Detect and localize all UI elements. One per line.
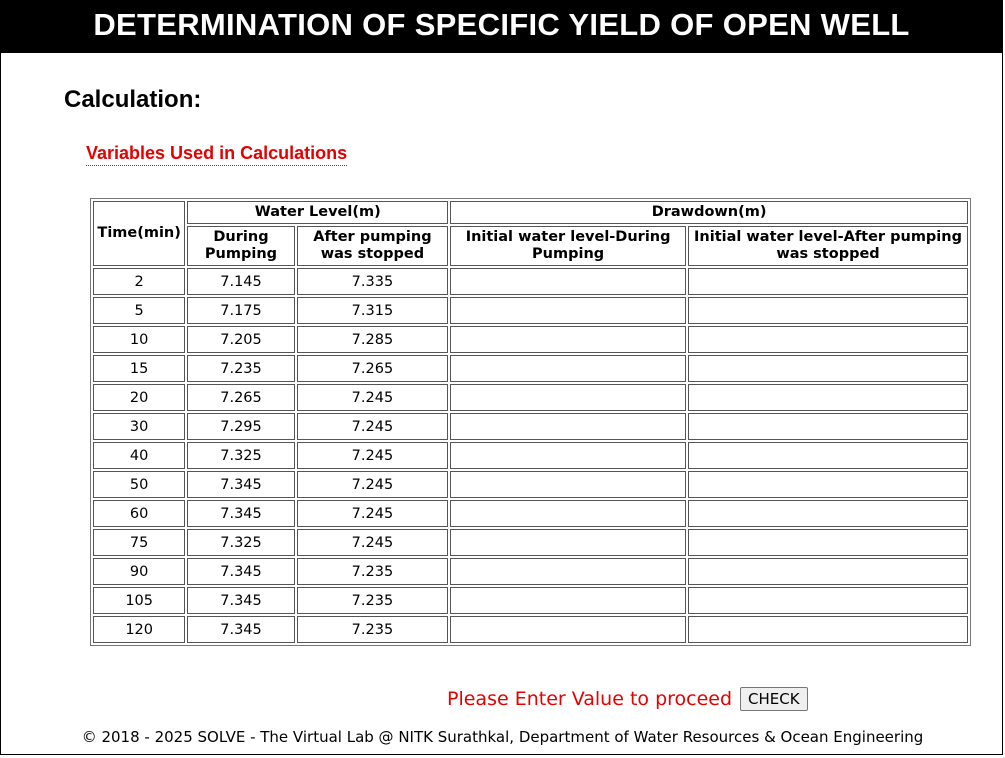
drawdown-after-input[interactable] [688,355,968,382]
during-pumping-header: During Pumping [187,226,294,266]
during-pumping-cell: 7.325 [187,529,294,556]
after-pumping-cell: 7.235 [297,558,449,585]
drawdown-during-input[interactable] [450,355,686,382]
during-pumping-cell: 7.345 [187,500,294,527]
table-row [93,384,968,411]
drawdown-after-input[interactable] [688,268,968,295]
during-pumping-cell: 7.345 [187,558,294,585]
after-pumping-cell: 7.245 [297,413,449,440]
drawdown-after-input[interactable] [688,558,968,585]
drawdown-after-input[interactable] [688,326,968,353]
time-cell: 10 [93,326,185,353]
drawdown-during-input[interactable] [450,558,686,585]
during-pumping-cell: 7.295 [187,413,294,440]
after-pumping-cell: 7.245 [297,471,449,498]
after-pumping-header: After pumping was stopped [297,226,449,266]
after-pumping-cell: 7.245 [297,384,449,411]
during-pumping-cell: 7.345 [187,587,294,614]
table-row [93,326,968,353]
drawdown-during-input[interactable] [450,500,686,527]
drawdown-during-input[interactable] [450,326,686,353]
table-row [93,471,968,498]
time-cell: 15 [93,355,185,382]
during-pumping-cell: 7.345 [187,471,294,498]
time-cell: 90 [93,558,185,585]
time-cell: 105 [93,587,185,614]
table-row [93,558,968,585]
drawdown-during-input[interactable] [450,471,686,498]
drawdown-during-input[interactable] [450,268,686,295]
time-cell: 20 [93,384,185,411]
drawdown-during-input[interactable] [450,529,686,556]
water-level-header: Water Level(m) [187,201,448,224]
table-row [93,616,968,643]
header-row-2 [93,226,968,266]
time-cell: 75 [93,529,185,556]
drawdown-after-input[interactable] [688,471,968,498]
during-pumping-cell: 7.235 [187,355,294,382]
drawdown-after-input[interactable] [688,384,968,411]
during-pumping-cell: 7.345 [187,616,294,643]
drawdown-during-input[interactable] [450,442,686,469]
after-pumping-cell: 7.245 [297,500,449,527]
during-pumping-cell: 7.205 [187,326,294,353]
after-pumping-cell: 7.335 [297,268,449,295]
time-cell: 60 [93,500,185,527]
time-cell: 50 [93,471,185,498]
drawdown-after-input[interactable] [688,297,968,324]
table-body [93,268,968,643]
drawdown-header: Drawdown(m) [450,201,968,224]
during-pumping-cell: 7.175 [187,297,294,324]
after-pumping-cell: 7.245 [297,529,449,556]
header-row-1 [93,201,968,224]
table-row [93,297,968,324]
after-pumping-cell: 7.245 [297,442,449,469]
during-pumping-cell: 7.325 [187,442,294,469]
time-cell: 2 [93,268,185,295]
after-pumping-cell: 7.285 [297,326,449,353]
footer-copyright: © 2018 - 2025 SOLVE - The Virtual Lab @ NITK Surathkal, Department of Water Resources & Ocean Engineering [81,728,924,746]
drawdown-after-input[interactable] [688,442,968,469]
drawdown-during-header: Initial water level-During Pumping [450,226,686,266]
table-row [93,529,968,556]
table-row [93,355,968,382]
table-row [93,268,968,295]
status-row [447,686,808,712]
page-title: DETERMINATION OF SPECIFIC YIELD OF OPEN WELL [0,0,1003,53]
drawdown-during-input[interactable] [450,413,686,440]
after-pumping-cell: 7.235 [297,616,449,643]
drawdown-during-input[interactable] [450,587,686,614]
time-header: Time(min) [93,201,185,266]
calculation-table [90,198,971,646]
time-cell: 40 [93,442,185,469]
table-row [93,587,968,614]
variables-subheading: Variables Used in Calculations [86,143,347,166]
check-button[interactable]: CHECK [740,687,808,711]
time-cell: 5 [93,297,185,324]
drawdown-after-header: Initial water level-After pumping was stopped [688,226,968,266]
drawdown-during-input[interactable] [450,297,686,324]
drawdown-after-input[interactable] [688,500,968,527]
calculation-heading: Calculation: [64,86,202,113]
table-row [93,442,968,469]
during-pumping-cell: 7.145 [187,268,294,295]
calculation-table-container [90,198,971,646]
after-pumping-cell: 7.315 [297,297,449,324]
drawdown-after-input[interactable] [688,413,968,440]
time-cell: 30 [93,413,185,440]
during-pumping-cell: 7.265 [187,384,294,411]
after-pumping-cell: 7.235 [297,587,449,614]
drawdown-after-input[interactable] [688,616,968,643]
drawdown-after-input[interactable] [688,587,968,614]
table-row [93,500,968,527]
status-message: Please Enter Value to proceed [447,688,733,710]
table-row [93,413,968,440]
drawdown-after-input[interactable] [688,529,968,556]
after-pumping-cell: 7.265 [297,355,449,382]
drawdown-during-input[interactable] [450,384,686,411]
time-cell: 120 [93,616,185,643]
drawdown-during-input[interactable] [450,616,686,643]
